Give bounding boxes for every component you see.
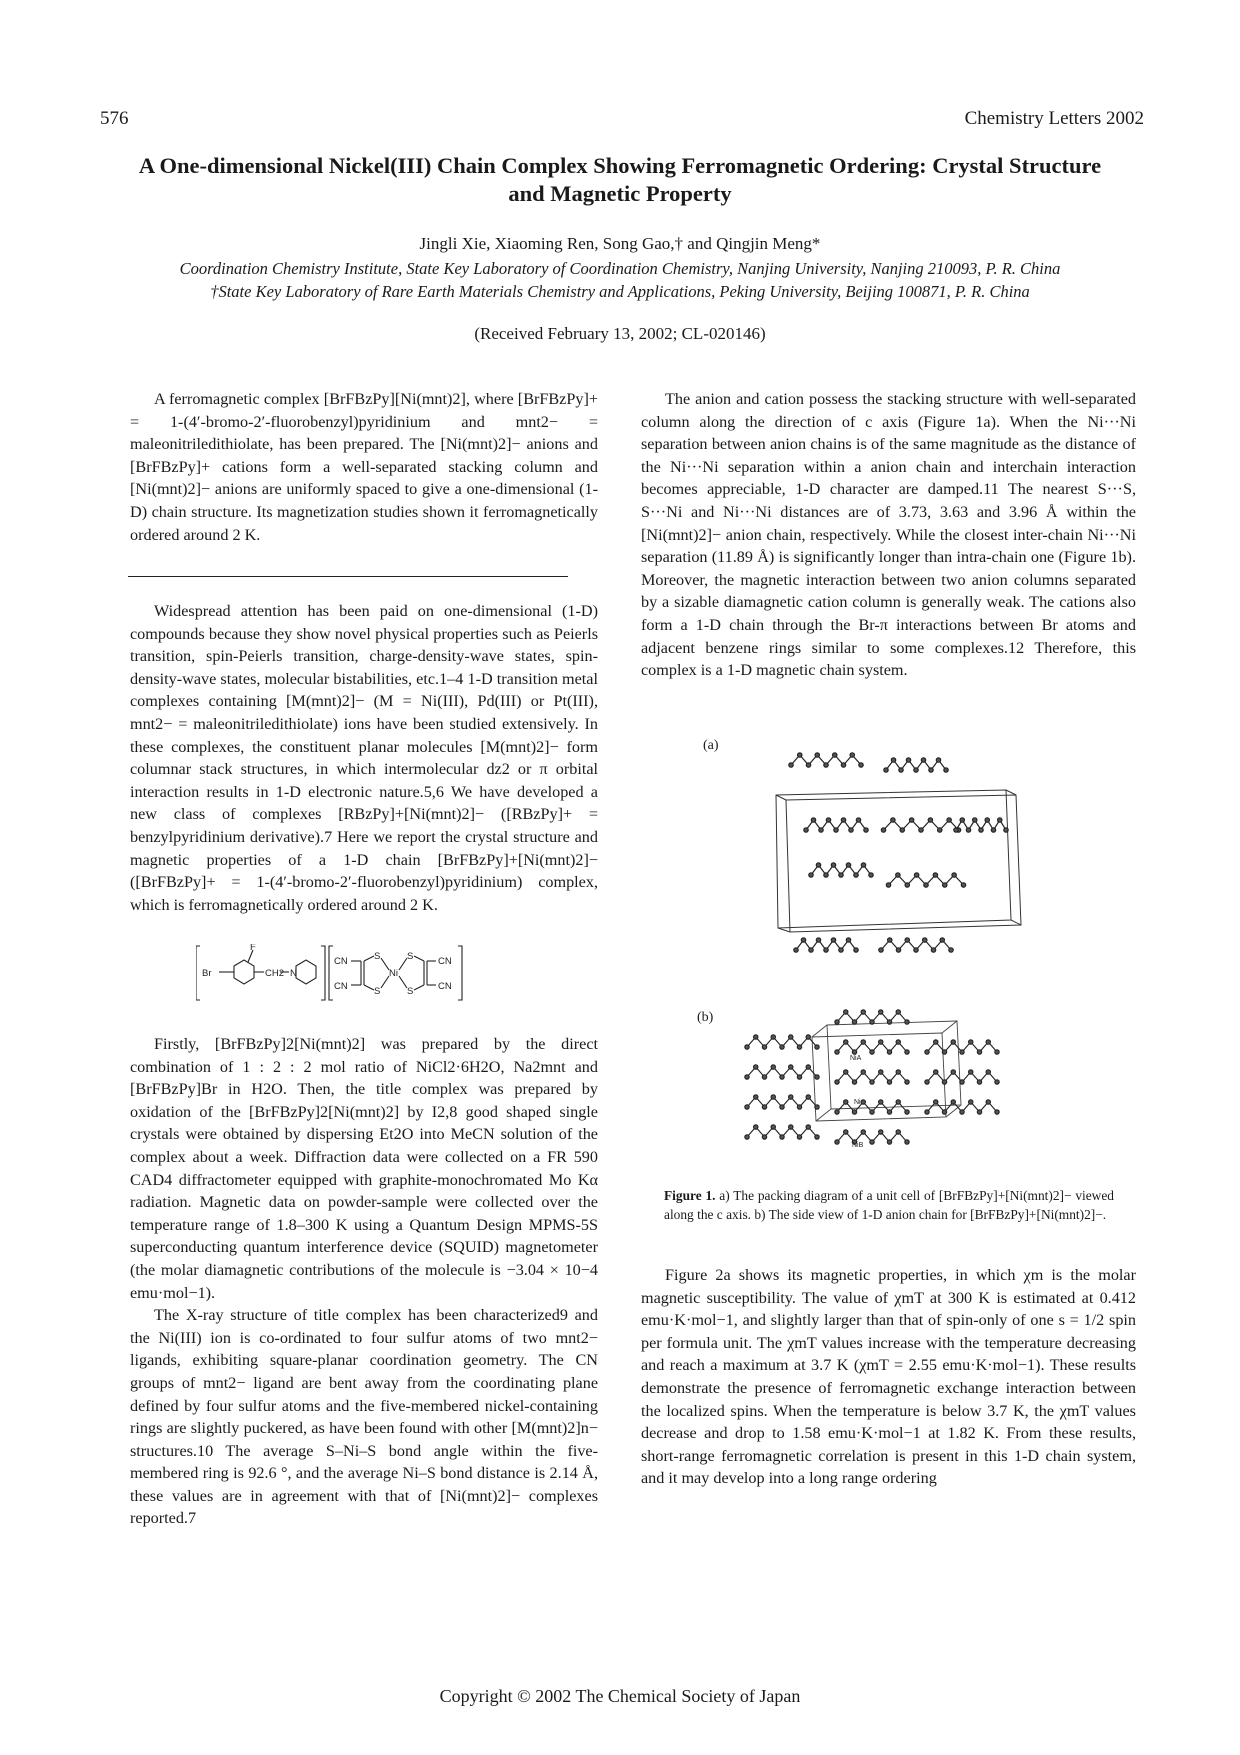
figure-panel-a-label: (a): [703, 738, 719, 753]
journal-name: Chemistry Letters 2002: [964, 108, 1144, 129]
packing-molecule: [954, 818, 1008, 832]
chain-molecule: [925, 1070, 999, 1084]
packing-molecule: [884, 758, 948, 772]
atom-s-1: S: [374, 951, 381, 962]
packing-molecule: [804, 818, 868, 832]
atom-ch2: CH2: [265, 968, 285, 979]
paragraph-xray-structure: The X-ray structure of title complex has been characterized9 and the Ni(III) ion is co-ordinated to four sulfur atoms of two mnt2− ligands, exhibiting square-planar coordination geometry. The CN groups of mnt2− ligand are bent away from the coordinating plane defined by four sulfur atoms and the five-membered nickel-containing rings are slightly puckered, as have been found with other [M(mnt)2]n− structures.10 The average S–Ni–S bond angle within the five-membered ring is 92.6 °, and the average Ni–S bond distance is 2.14 Å, these values are in agreement with that of [Ni(mnt)2]− complexes reported.7: [130, 1306, 598, 1528]
atom-s-2: S: [374, 986, 381, 997]
atom-br: Br: [202, 968, 212, 979]
packing-molecule: [809, 863, 873, 877]
received-date: (Received February 13, 2002; CL-020146): [474, 324, 766, 343]
atom-cn-1: CN: [334, 956, 348, 967]
chain-molecule: [925, 1040, 999, 1054]
atom-n: N: [290, 968, 297, 979]
copyright-notice: Copyright © 2002 The Chemical Society of Japan: [439, 1686, 801, 1706]
chain-molecule: [745, 1125, 819, 1139]
affiliation-1: Coordination Chemistry Institute, State Key Laboratory of Coordination Chemistry, Nanjing University, Nanjing 210093, P. R. China: [179, 259, 1061, 278]
atom-cn-3: CN: [438, 956, 452, 967]
caption-label: Figure 1.: [664, 1188, 716, 1203]
right-column-structure: [641, 388, 1136, 682]
atom-f: F: [250, 944, 256, 953]
atom-ni: Ni: [389, 968, 398, 979]
chemical-structure-scheme: [196, 944, 476, 1002]
atom-cn-2: CN: [334, 981, 348, 992]
abstract-divider: [128, 576, 568, 577]
packing-molecule: [881, 818, 960, 832]
left-column-intro: [130, 600, 598, 916]
figure-1-caption: [664, 1186, 1114, 1224]
chain-molecule: [835, 1010, 909, 1024]
page-number: 576: [100, 108, 129, 129]
left-column-methods: [130, 1033, 598, 1530]
paragraph-stacking: The anion and cation possess the stacking structure with well-separated column along the direction of c axis (Figure 1a). When the Ni···Ni separation between anion chains is of the same magnitude as the distance of the Ni···Ni separation within a anion chain and interchain interaction becomes appreciable, 1-D character are damped.11 The nearest S···S, S···Ni and Ni···Ni distances are of 3.73, 3.63 and 3.96 Å within the [Ni(mnt)2]− anion chain, respectively. While the closest inter-chain Ni···Ni separation (11.89 Å) is significantly longer than intra-chain one (Figure 1b). Moreover, the magnetic interaction between two anion columns separated by a sizable diamagnetic cation column is generally weak. The cations also form a 1-D chain through the Br-π interactions between Br atoms and adjacent benzene rings similar to some complexes.12 Therefore, this complex is a 1-D magnetic chain system.: [641, 390, 1136, 680]
chain-molecule: [925, 1100, 999, 1114]
atom-s-3: S: [407, 951, 414, 962]
figure-1b-side-view: [742, 1007, 1004, 1165]
article-title: A One-dimensional Nickel(III) Chain Complex Showing Ferromagnetic Ordering: Crystal Structure and Magnetic Property: [138, 153, 1102, 206]
paragraph-introduction: Widespread attention has been paid on one-dimensional (1-D) compounds because they show novel physical properties such as Peierls transition, spin-Peierls transition, charge-density-wave states, spin-density-wave states, molecular bistabilities, etc.1–4 1-D transition metal complexes containing [M(mnt)2]− (M = Ni(III), Pd(III) or Pt(III), mnt2− = maleonitriledithiolate) ions have been studied extensively. In these complexes, the constituent planar molecules [M(mnt)2]− form columnar stack structures, in which intermolecular dz2 or π orbital interaction results in 1-D electronic nature.5,6 We have developed a new class of complexes [RBzPy]+[Ni(mnt)2]− ([RBzPy]+ = benzylpyridinium derivative).7 Here we report the crystal structure and magnetic properties of a 1-D chain [BrFBzPy]+[Ni(mnt)2]− ([BrFBzPy]+ = 1-(4′-bromo-2′-fluorobenzyl)pyridinium) complex, which is ferromagnetically ordered around 2 K.: [130, 602, 598, 914]
caption-text: a) The packing diagram of a unit cell of [BrFBzPy]+[Ni(mnt)2]− viewed along the c axis. b) The side view of 1-D anion chain for [BrFBzPy]+[Ni(mnt)2]−.: [664, 1188, 1114, 1222]
chain-molecule: [835, 1040, 909, 1054]
affiliation-2: †State Key Laboratory of Rare Earth Materials Chemistry and Applications, Peking University, Beijing 100871, P. R. China: [210, 282, 1030, 301]
paragraph-magnetic-properties: Figure 2a shows its magnetic properties, in which χm is the molar magnetic susceptibility. The value of χmT at 300 K is estimated at 0.412 emu·K·mol−1, and slightly larger than that of spin-only of one s = 1/2 spin per formula unit. The χmT values increase with the temperature decreasing and reach a maximum at 3.7 K (χmT = 2.55 emu·K·mol−1). These results demonstrate the presence of ferromagnetic exchange interaction between the localized spins. When the temperature is below 3.7 K, the χmT values decrease and drop to 1.58 emu·K·mol−1 at 1.82 K. From these results, short-range ferromagnetic correlation is present in this 1-D chain system, and it may develop into a long range ordering: [641, 1266, 1136, 1488]
figure-1a-packing-diagram: [766, 740, 1026, 972]
paragraph-synthesis: Firstly, [BrFBzPy]2[Ni(mnt)2] was prepared by the direct combination of 1 : 2 : 2 mol ratio of NiCl2·6H2O, Na2mnt and [BrFBzPy]Br in H2O. Then, the title complex was prepared by oxidation of the [BrFBzPy]2[Ni(mnt)2] by I2,8 good shaped single crystals were obtained by dispersing Et2O into MeCN solution of the complex about a week. Diffraction data were collected on a FR 590 CAD4 diffractometer equipped with graphite-monochromated Mo Kα radiation. Magnetic data on powder-sample were collected over the temperature range of 1.8–300 K using a Quantum Design MPMS-5S superconducting quantum interference device (SQUID) magnetometer (the molar diamagnetic contributions of the molecule is −3.04 × 10−4 emu·mol−1).: [130, 1035, 598, 1302]
chain-molecule: [745, 1095, 819, 1109]
chain-molecule: [835, 1070, 909, 1084]
atom-cn-4: CN: [438, 981, 452, 992]
packing-molecule: [886, 873, 965, 887]
label-nia: NiA: [850, 1055, 862, 1062]
right-column-magnetic: [641, 1264, 1136, 1490]
chain-molecule: [745, 1035, 819, 1049]
atom-s-4: S: [407, 986, 414, 997]
packing-molecule: [879, 938, 953, 952]
packing-molecule: [794, 938, 858, 952]
label-nib: NiB: [852, 1142, 864, 1149]
label-ni: Ni: [854, 1099, 861, 1106]
abstract-text: A ferromagnetic complex [BrFBzPy][Ni(mnt)2], where [BrFBzPy]+ = 1-(4′-bromo-2′-fluorobenzyl)pyridinium and mnt2− = maleonitriledithiolate, has been prepared. The [Ni(mnt)2]− anions and [BrFBzPy]+ cations form a well-separated stacking column and [Ni(mnt)2]− anions are uniformly spaced to give a one-dimensional (1-D) chain structure. Its magnetization studies shown it ferromagnetically ordered around 2 K.: [130, 390, 598, 544]
abstract: [130, 388, 598, 546]
figure-panel-b-label: (b): [697, 1010, 714, 1025]
author-list: Jingli Xie, Xiaoming Ren, Song Gao,† and Qingjin Meng*: [419, 234, 821, 253]
chain-molecule: [835, 1130, 909, 1144]
chain-molecule: [745, 1065, 819, 1079]
packing-molecule: [789, 753, 863, 767]
